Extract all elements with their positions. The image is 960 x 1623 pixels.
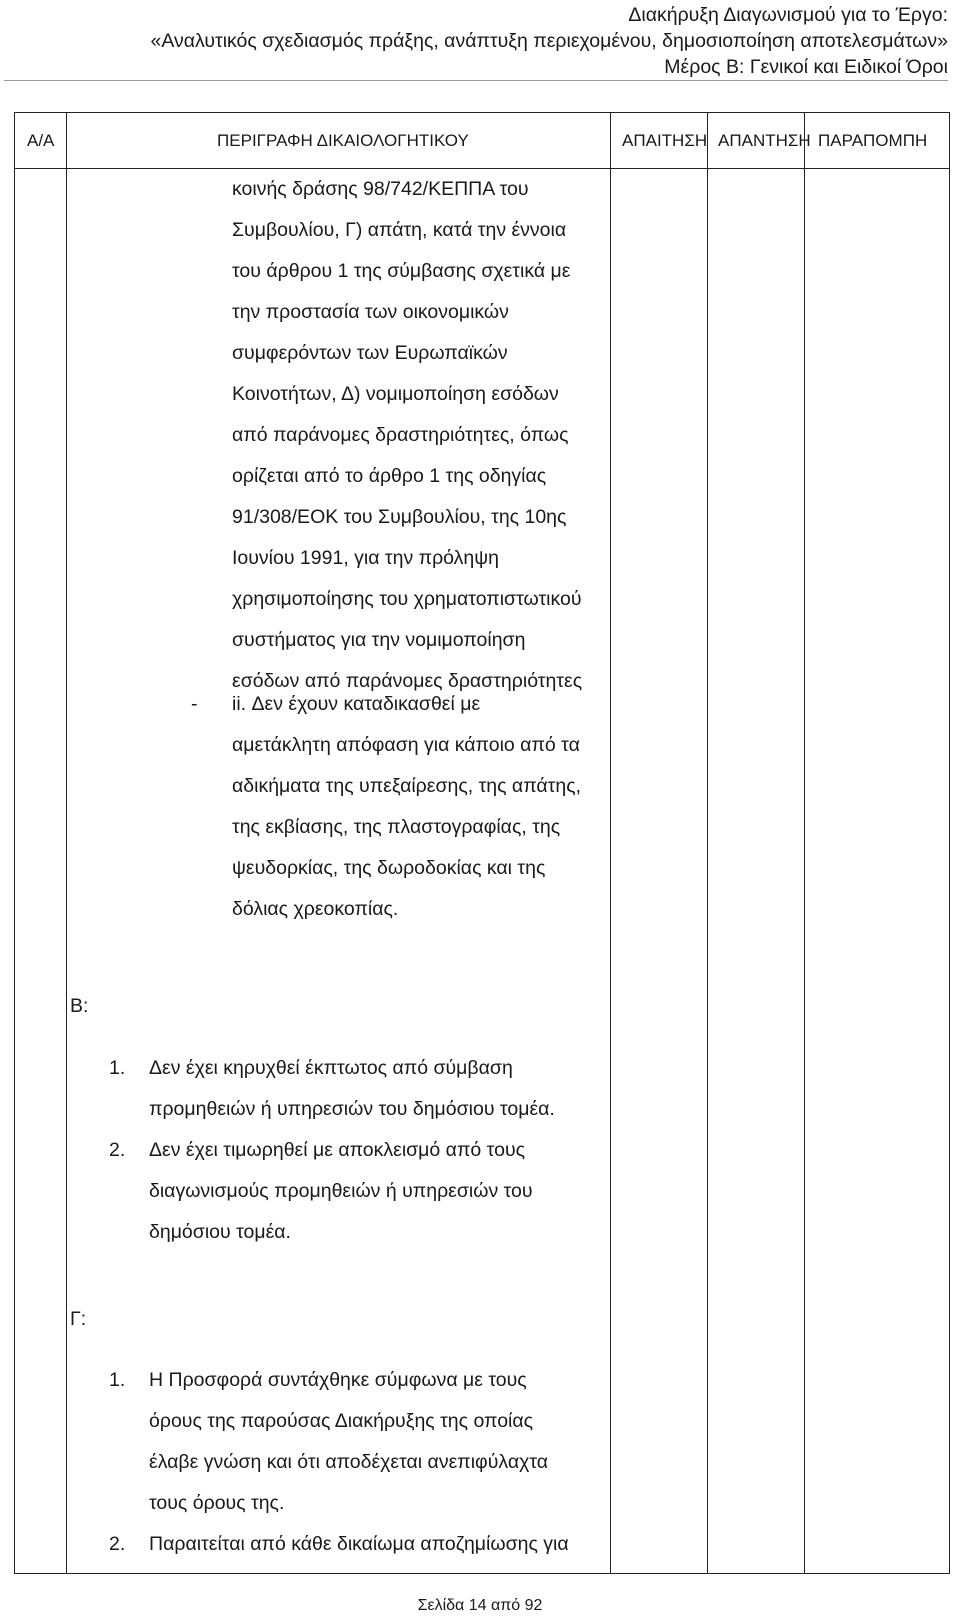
list-item-line: έλαβε γνώση και ότι αποδέχεται ανεπιφύλαχτα bbox=[149, 1451, 549, 1473]
description-line: Ιουνίου 1991, για την πρόληψη bbox=[232, 547, 500, 569]
description-line: ψευδορκίας, της δωροδοκίας και της bbox=[232, 857, 546, 879]
document-header bbox=[151, 0, 948, 80]
list-item-number: 1. bbox=[109, 1369, 126, 1391]
column-header-aa: Α/Α bbox=[27, 131, 55, 150]
list-item-number: 2. bbox=[109, 1533, 126, 1555]
description-line: Κοινοτήτων, Δ) νομιμοποίηση εσόδων bbox=[232, 383, 559, 405]
description-line: κοινής δράσης 98/742/ΚΕΠΠΑ του bbox=[232, 178, 529, 200]
description-line: αμετάκλητη απόφαση για κάποιο από τα bbox=[232, 734, 580, 756]
list-item-line: τους όρους της. bbox=[149, 1492, 285, 1514]
column-divider bbox=[707, 113, 708, 1573]
column-header-answer: ΑΠΑΝΤΗΣΗ bbox=[718, 131, 811, 150]
list-item-line: δημόσιου τομέα. bbox=[149, 1221, 291, 1243]
description-line: την προστασία των οικονομικών bbox=[232, 301, 509, 323]
header-part: Μέρος Β: Γενικοί και Ειδικοί Όροι bbox=[664, 56, 948, 78]
column-header-reference: ΠΑΡΑΠΟΜΠΗ bbox=[818, 131, 928, 150]
description-line: συστήματος για την νομιμοποίηση bbox=[232, 629, 526, 651]
column-header-description: ΠΕΡΙΓΡΑΦΗ ΔΙΚΑΙΟΛΟΓΗΤΙΚΟΥ bbox=[217, 131, 469, 150]
description-line: από παράνομες δραστηριότητες, όπως bbox=[232, 424, 569, 446]
description-line: χρησιμοποίησης του χρηματοπιστωτικού bbox=[232, 588, 582, 610]
list-item-line: διαγωνισμούς προμηθειών ή υπηρεσιών του bbox=[149, 1180, 533, 1202]
list-item-line: 1. Η Προσφορά συντάχθηκε σύμφωνα με τους bbox=[109, 1360, 569, 1401]
list-item-line: όρους της παρούσας Διακήρυξης της οποίας bbox=[149, 1410, 534, 1432]
description-line: αδικήματα της υπεξαίρεσης, της απάτης, bbox=[232, 775, 582, 797]
list-item-number: 1. bbox=[109, 1057, 126, 1079]
list-item-line: προμηθειών ή υπηρεσιών του δημόσιου τομέα. bbox=[149, 1098, 555, 1120]
requirements-table bbox=[14, 112, 950, 1574]
column-divider bbox=[804, 113, 805, 1573]
section-b-items bbox=[109, 1048, 555, 1253]
section-c-items bbox=[109, 1360, 569, 1565]
description-line: δόλιας χρεοκοπίας. bbox=[232, 898, 399, 920]
section-c-label: Γ: bbox=[70, 1308, 87, 1330]
list-item-line: 2. Παραιτείται από κάθε δικαίωμα αποζημίωσης για bbox=[109, 1524, 569, 1565]
header-title: Διακήρυξη Διαγωνισμού για το Έργο: bbox=[628, 4, 948, 26]
column-divider bbox=[66, 113, 67, 1573]
column-header-requirement: ΑΠΑΙΤΗΣΗ bbox=[622, 131, 708, 150]
list-item-number: 2. bbox=[109, 1139, 126, 1161]
page-number: Σελίδα 14 από 92 bbox=[417, 1597, 543, 1614]
description-line: ii. Δεν έχουν καταδικασθεί με bbox=[232, 693, 481, 715]
description-line: ορίζεται από το άρθρο 1 της οδηγίας bbox=[232, 465, 547, 487]
header-divider bbox=[4, 80, 948, 81]
description-line: της εκβίασης, της πλαστογραφίας, της bbox=[232, 816, 561, 838]
description-line: Συμβουλίου, Γ) απάτη, κατά την έννοια bbox=[232, 219, 567, 241]
description-line: συμφερόντων των Ευρωπαϊκών bbox=[232, 342, 508, 364]
description-continued bbox=[232, 169, 582, 702]
description-line: εσόδων από παράνομες δραστηριότητες bbox=[232, 670, 583, 692]
item-ii bbox=[232, 684, 581, 930]
description-line: 91/308/ΕΟΚ του Συμβουλίου, της 10ης bbox=[232, 506, 567, 528]
list-item-line: 2. Δεν έχει τιμωρηθεί με αποκλεισμό από τους bbox=[109, 1130, 555, 1171]
column-divider bbox=[610, 113, 611, 1573]
section-b-label: Β: bbox=[70, 995, 89, 1017]
list-item-line: 1. Δεν έχει κηρυχθεί έκπτωτος από σύμβαση bbox=[109, 1048, 555, 1089]
header-project: «Αναλυτικός σχεδιασμός πράξης, ανάπτυξη περιεχομένου, δημοσιοποίηση αποτελεσμάτων» bbox=[150, 30, 948, 52]
item-ii-bullet: - bbox=[191, 693, 198, 715]
description-line: του άρθρου 1 της σύμβασης σχετικά με bbox=[232, 260, 571, 282]
